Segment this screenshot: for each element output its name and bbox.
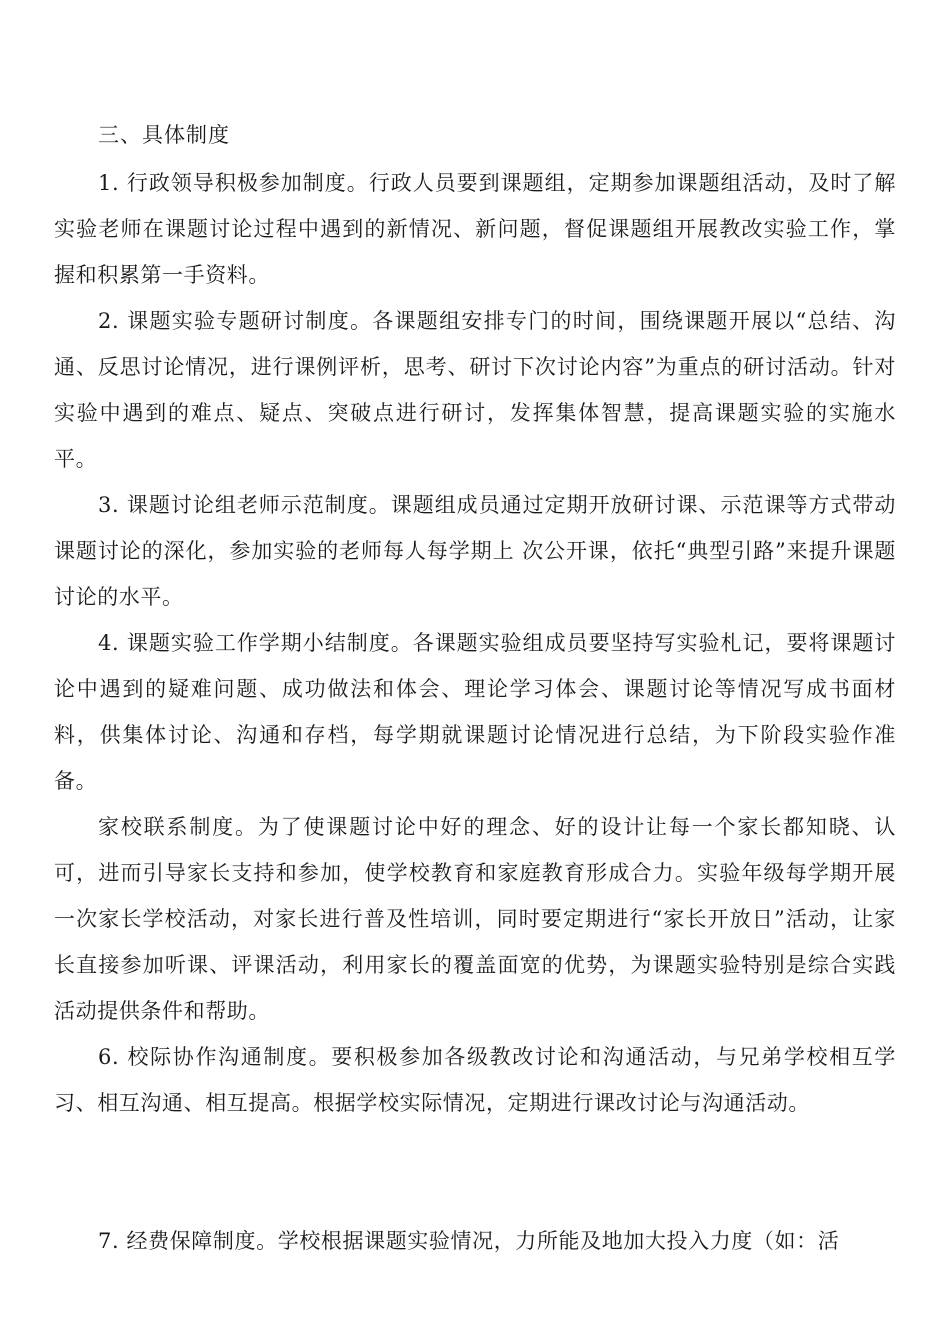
section-heading: 三、具体制度 [98, 123, 230, 147]
paragraph-4: 4. 课题实验工作学期小结制度。各课题实验组成员要坚持写实验札记，要将课题讨论中遇到的疑难问题、成功做法和体会、理论学习体会、课题讨论等情况写成书面材料，供集体讨论、沟通和存档，每学期就课题讨论情况进行总结，为下阶段实验作准备。 [54, 631, 896, 793]
paragraph-7: 7. 经费保障制度。学校根据课题实验情况，力所能及地加大投入力度（如：活 [98, 1229, 840, 1253]
paragraph-5: 家校联系制度。为了使课题讨论中好的理念、好的设计让每一个家长都知晓、认可，进而引导家长支持和参加，使学校教育和家庭教育形成合力。实验年级每学期开展一次家长学校活动，对家长进行普及性培训，同时要定期进行“家长开放日”活动，让家长直接参加听课、评课活动，利用家长的覆盖面宽的优势，为课题实验特别是综合实践活动提供条件和帮助。 [54, 815, 896, 1023]
section-gap [54, 1126, 896, 1218]
paragraph-2: 2. 课题实验专题研讨制度。各课题组安排专门的时间，围绕课题开展以“总结、沟通、反思讨论情况，进行课例评析，思考、研讨下次讨论内容”为重点的研讨活动。针对实验中遇到的难点、疑点、突破点进行研讨，发挥集体智慧，提高课题实验的实施水平。 [54, 309, 896, 471]
document-page [54, 112, 896, 1264]
paragraph-1: 1. 行政领导积极参加制度。行政人员要到课题组，定期参加课题组活动，及时了解实验老师在课题讨论过程中遇到的新情况、新问题，督促课题组开展教改实验工作，掌握和积累第一手资料。 [54, 171, 896, 287]
paragraph-6: 6. 校际协作沟通制度。要积极参加各级教改讨论和沟通活动，与兄弟学校相互学习、相互沟通、相互提高。根据学校实际情况，定期进行课改讨论与沟通活动。 [54, 1045, 896, 1115]
paragraph-3: 3. 课题讨论组老师示范制度。课题组成员通过定期开放研讨课、示范课等方式带动课题讨论的深化，参加实验的老师每人每学期上 次公开课，依托“典型引路”来提升课题讨论的水平。 [54, 493, 896, 609]
